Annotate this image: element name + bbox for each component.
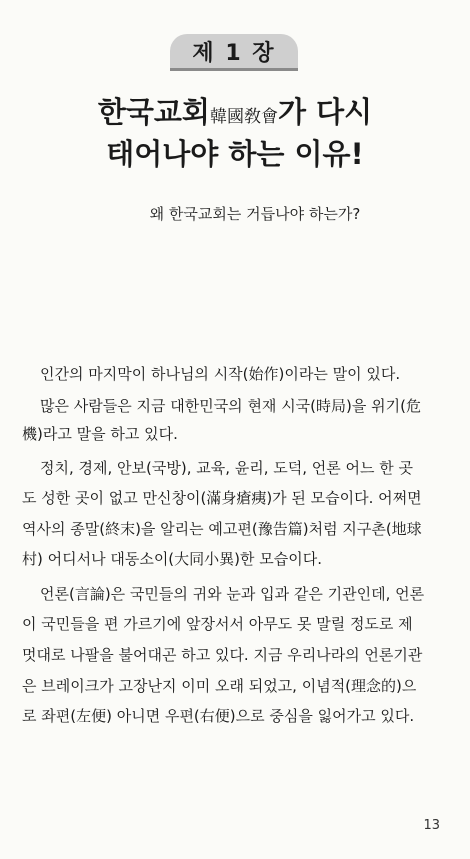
body-line: 인간의 마지막이 하나님의 시작(始作)이라는 말이 있다.: [40, 365, 401, 383]
body-line: 역사의 종말(終末)을 알리는 예고편(豫告篇)처럼 지구촌(地球: [22, 520, 422, 538]
page-title-line-1: [0, 92, 470, 137]
title-main-text: 한국교회: [97, 95, 210, 129]
title-rest-text: 가 다시: [277, 95, 373, 129]
title-hanja-text: 韓國敎會: [209, 107, 278, 127]
page-number: 13: [423, 818, 440, 833]
body-line: 도 성한 곳이 없고 만신창이(滿身瘡痍)가 된 모습이다. 어쩌면: [22, 489, 422, 507]
body-line: 로 좌편(左便) 아니면 우편(右便)으로 중심을 잃어가고 있다.: [22, 707, 415, 725]
body-line: 은 브레이크가 고장난지 이미 오래 되었고, 이념적(理念的)으: [22, 677, 417, 695]
page-title-line-2: 태어나야 하는 이유!: [106, 137, 364, 171]
body-line: 機)라고 말을 하고 있다.: [22, 425, 178, 443]
body-line: 村) 어디서나 대동소이(大同小異)한 모습이다.: [22, 550, 323, 568]
chapter-badge: [170, 34, 298, 71]
body-line: 언론(言論)은 국민들의 귀와 눈과 입과 같은 기관인데, 언론: [40, 585, 425, 603]
body-line: 멋대로 나팔을 불어대곤 하고 있다. 지금 우리나라의 언론기관: [22, 646, 423, 664]
subtitle: 왜 한국교회는 거듭나야 하는가?: [149, 205, 361, 223]
chapter-label: 제 1 장: [192, 40, 276, 66]
body-line: 많은 사람들은 지금 대한민국의 현재 시국(時局)을 위기(危: [40, 397, 421, 415]
body-line: 정치, 경제, 안보(국방), 교육, 윤리, 도덕, 언론 어느 한 곳: [40, 459, 414, 477]
body-line: 이 국민들을 편 가르기에 앞장서서 아무도 못 말릴 정도로 제: [22, 615, 413, 633]
